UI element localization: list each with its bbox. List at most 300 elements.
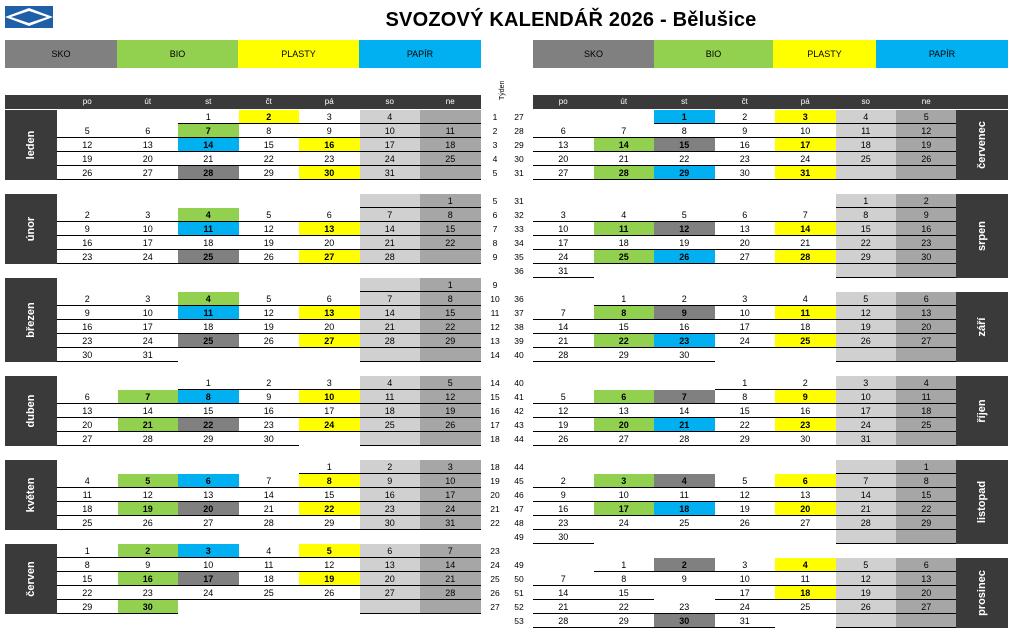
week-number: 52 [514,602,524,612]
month-label-r: červenec [956,110,1008,180]
day-cell: 22 [594,600,655,614]
day-cell: 22 [420,236,481,250]
day-cell [775,194,836,208]
day-cell: 4 [360,110,421,124]
day-cell: 16 [239,404,300,418]
day-cell: 25 [178,250,239,264]
day-cell: 27 [178,516,239,530]
day-cell [654,530,715,544]
day-cell: 14 [420,558,481,572]
month-label-l: duben [5,376,57,446]
day-cell: 12 [239,222,300,236]
day-cell: 29 [654,166,715,180]
day-cell: 20 [715,236,776,250]
day-cell: 17 [715,586,776,600]
day-cell: 25 [239,586,300,600]
day-cell: 11 [654,488,715,502]
day-cell: 31 [836,432,897,446]
day-cell: 19 [836,320,897,334]
day-cell: 4 [57,474,118,488]
day-cell: 6 [896,558,957,572]
day-cell: 18 [178,320,239,334]
day-cell: 17 [299,404,360,418]
day-cell: 21 [533,334,594,348]
day-cell [836,348,897,362]
day-cell: 11 [896,390,957,404]
day-cell: 14 [239,488,300,502]
day-cell: 24 [775,152,836,166]
day-cell: 14 [533,320,594,334]
day-cell: 7 [533,572,594,586]
day-cell: 7 [360,208,421,222]
day-cell: 11 [360,390,421,404]
day-cell: 30 [239,432,300,446]
week-number: 27 [514,112,524,122]
day-cell: 13 [896,572,957,586]
day-cell: 18 [360,404,421,418]
day-cell: 9 [654,572,715,586]
day-cell: 22 [420,320,481,334]
day-cell: 20 [896,320,957,334]
day-cell: 3 [775,110,836,124]
day-cell [775,460,836,474]
day-cell: 2 [654,292,715,306]
day-cell: 25 [775,334,836,348]
day-cell: 16 [360,488,421,502]
day-cell: 9 [715,124,776,138]
day-cell: 15 [654,138,715,152]
legend-plasty: PLASTY [238,40,359,68]
day-cell: 7 [118,390,179,404]
day-cell: 15 [594,320,655,334]
day-cell: 30 [299,166,360,180]
day-cell: 23 [360,502,421,516]
day-cell: 1 [896,460,957,474]
day-cell: 20 [594,418,655,432]
legend-papir: PAPÍR [359,40,481,68]
day-cell: 4 [836,110,897,124]
day-cell: 14 [360,306,421,320]
day-cell: 25 [57,516,118,530]
day-cell: 6 [715,208,776,222]
day-cell: 28 [420,586,481,600]
day-cell: 7 [654,390,715,404]
day-cell: 28 [178,166,239,180]
day-cell: 17 [178,572,239,586]
day-cell [360,348,421,362]
week-number: 5 [492,196,498,206]
day-cell: 28 [533,348,594,362]
day-cell: 30 [654,614,715,628]
day-cell: 29 [239,166,300,180]
day-cell: 25 [178,334,239,348]
day-cell: 18 [836,138,897,152]
day-cell: 12 [420,390,481,404]
day-cell: 29 [594,614,655,628]
header-band [956,95,1008,109]
day-cell: 16 [775,404,836,418]
day-cell: 20 [360,572,421,586]
week-number: 32 [514,210,524,220]
day-cell: 7 [178,124,239,138]
day-cell: 8 [299,474,360,488]
day-cell: 22 [836,236,897,250]
day-cell: 26 [836,600,897,614]
day-cell: 3 [299,376,360,390]
day-cell: 2 [896,194,957,208]
day-cell: 6 [299,292,360,306]
day-cell [118,460,179,474]
day-cell: 21 [594,152,655,166]
day-cell: 28 [775,250,836,264]
day-header-so: so [836,95,897,109]
week-number: 19 [490,476,500,486]
legend-bio: BIO [117,40,238,68]
day-cell [594,110,655,124]
day-cell: 28 [239,516,300,530]
day-cell: 4 [178,208,239,222]
day-cell [896,530,957,544]
day-cell: 13 [299,306,360,320]
day-cell: 22 [178,418,239,432]
day-header-so: so [360,95,421,109]
day-cell: 11 [594,222,655,236]
week-number: 1 [492,112,498,122]
day-cell: 11 [178,222,239,236]
day-cell [178,278,239,292]
day-cell: 6 [299,208,360,222]
day-header-út: út [118,95,179,109]
week-number: 18 [490,462,500,472]
day-cell: 5 [239,292,300,306]
day-cell: 1 [715,376,776,390]
day-cell: 2 [775,376,836,390]
day-cell [715,194,776,208]
day-cell: 3 [118,208,179,222]
day-cell: 9 [533,488,594,502]
day-cell: 23 [715,152,776,166]
day-cell: 24 [118,334,179,348]
week-header: Týden [499,80,506,100]
day-cell [896,264,957,278]
day-cell: 8 [896,474,957,488]
day-cell: 27 [896,600,957,614]
day-cell: 11 [775,306,836,320]
day-cell: 6 [896,292,957,306]
day-cell: 27 [299,250,360,264]
day-cell: 1 [420,278,481,292]
day-cell: 8 [715,390,776,404]
legend-bio: BIO [654,40,773,68]
day-cell [836,530,897,544]
day-cell: 28 [654,432,715,446]
day-cell: 8 [57,558,118,572]
day-cell [594,264,655,278]
day-cell: 28 [360,334,421,348]
day-cell: 27 [57,432,118,446]
day-cell: 24 [836,418,897,432]
day-cell: 4 [775,292,836,306]
week-number: 40 [514,378,524,388]
day-cell [533,460,594,474]
day-cell: 18 [775,320,836,334]
day-cell: 8 [594,572,655,586]
day-cell: 27 [533,166,594,180]
week-number: 12 [490,322,500,332]
day-cell [715,530,776,544]
week-number: 20 [490,490,500,500]
day-cell: 22 [239,152,300,166]
day-cell: 24 [178,586,239,600]
day-cell: 11 [239,558,300,572]
week-number: 7 [492,224,498,234]
day-cell: 13 [360,558,421,572]
day-cell: 19 [118,502,179,516]
day-cell: 2 [360,460,421,474]
month-label-l: květen [5,460,57,530]
day-cell: 31 [533,264,594,278]
day-cell: 13 [118,138,179,152]
day-cell: 18 [594,236,655,250]
day-header-st: st [654,95,715,109]
page-title: SVOZOVÝ KALENDÁŘ 2026 - Bělušice [385,9,757,31]
day-cell: 3 [836,376,897,390]
day-cell [118,278,179,292]
day-cell: 23 [299,152,360,166]
header-band [5,95,57,109]
day-cell: 21 [239,502,300,516]
week-number: 34 [514,238,524,248]
week-number: 15 [490,392,500,402]
legend-sko: SKO [533,40,654,68]
day-cell [654,194,715,208]
day-cell: 6 [178,474,239,488]
day-header-ne: ne [420,95,481,109]
day-cell: 9 [118,558,179,572]
day-cell: 20 [533,152,594,166]
week-number: 36 [514,266,524,276]
day-header-čt: čt [239,95,300,109]
day-cell: 2 [533,474,594,488]
week-number: 35 [514,252,524,262]
week-number: 37 [514,308,524,318]
day-cell: 29 [594,348,655,362]
day-cell: 9 [775,390,836,404]
week-number: 2 [492,126,498,136]
legend-papir: PAPÍR [876,40,1008,68]
day-cell: 8 [420,292,481,306]
day-cell: 5 [654,208,715,222]
day-cell: 13 [594,404,655,418]
day-cell [594,460,655,474]
day-cell: 23 [57,334,118,348]
week-number: 27 [490,602,500,612]
day-cell: 21 [775,236,836,250]
day-cell: 10 [118,306,179,320]
day-cell: 8 [239,124,300,138]
day-cell: 9 [654,306,715,320]
day-cell: 9 [896,208,957,222]
day-cell: 17 [118,236,179,250]
day-cell [239,194,300,208]
day-cell: 3 [715,558,776,572]
day-cell: 29 [299,516,360,530]
day-cell: 6 [118,124,179,138]
day-cell: 13 [178,488,239,502]
day-cell: 21 [836,502,897,516]
day-cell: 27 [360,586,421,600]
day-cell: 4 [896,376,957,390]
day-cell: 19 [836,586,897,600]
day-cell: 14 [775,222,836,236]
week-number: 29 [514,140,524,150]
week-number: 49 [514,560,524,570]
day-cell: 26 [896,152,957,166]
day-cell [360,432,421,446]
week-number: 46 [514,490,524,500]
day-cell: 16 [654,320,715,334]
day-cell: 9 [57,222,118,236]
day-cell [57,460,118,474]
day-cell: 24 [715,600,776,614]
day-cell: 5 [118,474,179,488]
day-cell [654,460,715,474]
day-cell: 19 [239,236,300,250]
day-cell: 30 [118,600,179,614]
day-cell: 10 [715,306,776,320]
day-cell: 11 [836,124,897,138]
day-cell [775,264,836,278]
week-number: 41 [514,392,524,402]
day-cell: 20 [118,152,179,166]
week-number: 28 [514,126,524,136]
day-cell: 9 [360,474,421,488]
week-number: 42 [514,406,524,416]
day-cell: 3 [715,292,776,306]
day-cell: 13 [715,222,776,236]
week-number: 49 [514,532,524,542]
day-cell: 22 [715,418,776,432]
day-cell: 2 [654,558,715,572]
day-cell: 28 [118,432,179,446]
day-cell: 20 [299,320,360,334]
day-cell: 8 [654,124,715,138]
day-cell: 10 [594,488,655,502]
day-cell: 19 [420,404,481,418]
day-cell: 30 [775,432,836,446]
week-number: 44 [514,462,524,472]
month-label-r: září [956,292,1008,362]
day-cell [57,110,118,124]
day-cell: 4 [594,208,655,222]
day-cell: 6 [594,390,655,404]
day-header-po: po [533,95,594,109]
day-cell: 4 [178,292,239,306]
day-cell: 16 [57,320,118,334]
day-cell: 1 [594,292,655,306]
day-cell [836,614,897,628]
day-cell: 19 [896,138,957,152]
day-header-st: st [178,95,239,109]
day-cell: 16 [533,502,594,516]
day-cell [533,558,594,572]
day-header-po: po [57,95,118,109]
day-cell: 12 [57,138,118,152]
day-cell: 20 [57,418,118,432]
day-cell [299,600,360,614]
day-cell: 15 [594,586,655,600]
week-number: 6 [492,210,498,220]
week-number: 10 [490,294,500,304]
day-cell: 25 [654,516,715,530]
day-cell: 2 [118,544,179,558]
week-number: 31 [514,196,524,206]
day-cell [836,264,897,278]
day-cell: 30 [896,250,957,264]
day-cell [420,166,481,180]
day-cell: 21 [178,152,239,166]
day-cell: 18 [775,586,836,600]
day-cell: 16 [299,138,360,152]
day-cell: 14 [360,222,421,236]
day-cell: 10 [360,124,421,138]
day-cell: 23 [57,250,118,264]
day-cell: 22 [57,586,118,600]
day-header-út: út [594,95,655,109]
day-cell: 29 [715,432,776,446]
day-cell: 13 [896,306,957,320]
day-cell: 8 [420,208,481,222]
week-number: 39 [514,336,524,346]
day-cell [178,194,239,208]
day-cell [239,460,300,474]
day-cell: 27 [299,334,360,348]
day-cell: 7 [594,124,655,138]
week-number: 51 [514,588,524,598]
day-cell: 29 [178,432,239,446]
week-number: 23 [490,546,500,556]
day-cell [715,348,776,362]
day-cell: 4 [239,544,300,558]
day-cell: 12 [654,222,715,236]
week-number: 8 [492,238,498,248]
day-cell: 31 [420,516,481,530]
day-cell: 1 [836,194,897,208]
day-cell: 1 [299,460,360,474]
day-cell [420,110,481,124]
week-number: 16 [490,406,500,416]
day-cell [420,600,481,614]
day-cell: 2 [57,208,118,222]
week-number: 22 [490,518,500,528]
day-cell: 24 [715,334,776,348]
day-cell: 27 [896,334,957,348]
legend-sko: SKO [5,40,117,68]
week-number: 43 [514,420,524,430]
week-number: 38 [514,322,524,332]
day-cell: 23 [654,600,715,614]
day-cell: 21 [533,600,594,614]
day-cell: 2 [239,110,300,124]
day-cell: 31 [775,166,836,180]
day-cell: 19 [654,236,715,250]
day-cell: 10 [836,390,897,404]
day-header-pá: pá [299,95,360,109]
week-number: 44 [514,434,524,444]
day-cell [420,348,481,362]
day-cell: 27 [715,250,776,264]
month-label-l: březen [5,278,57,362]
